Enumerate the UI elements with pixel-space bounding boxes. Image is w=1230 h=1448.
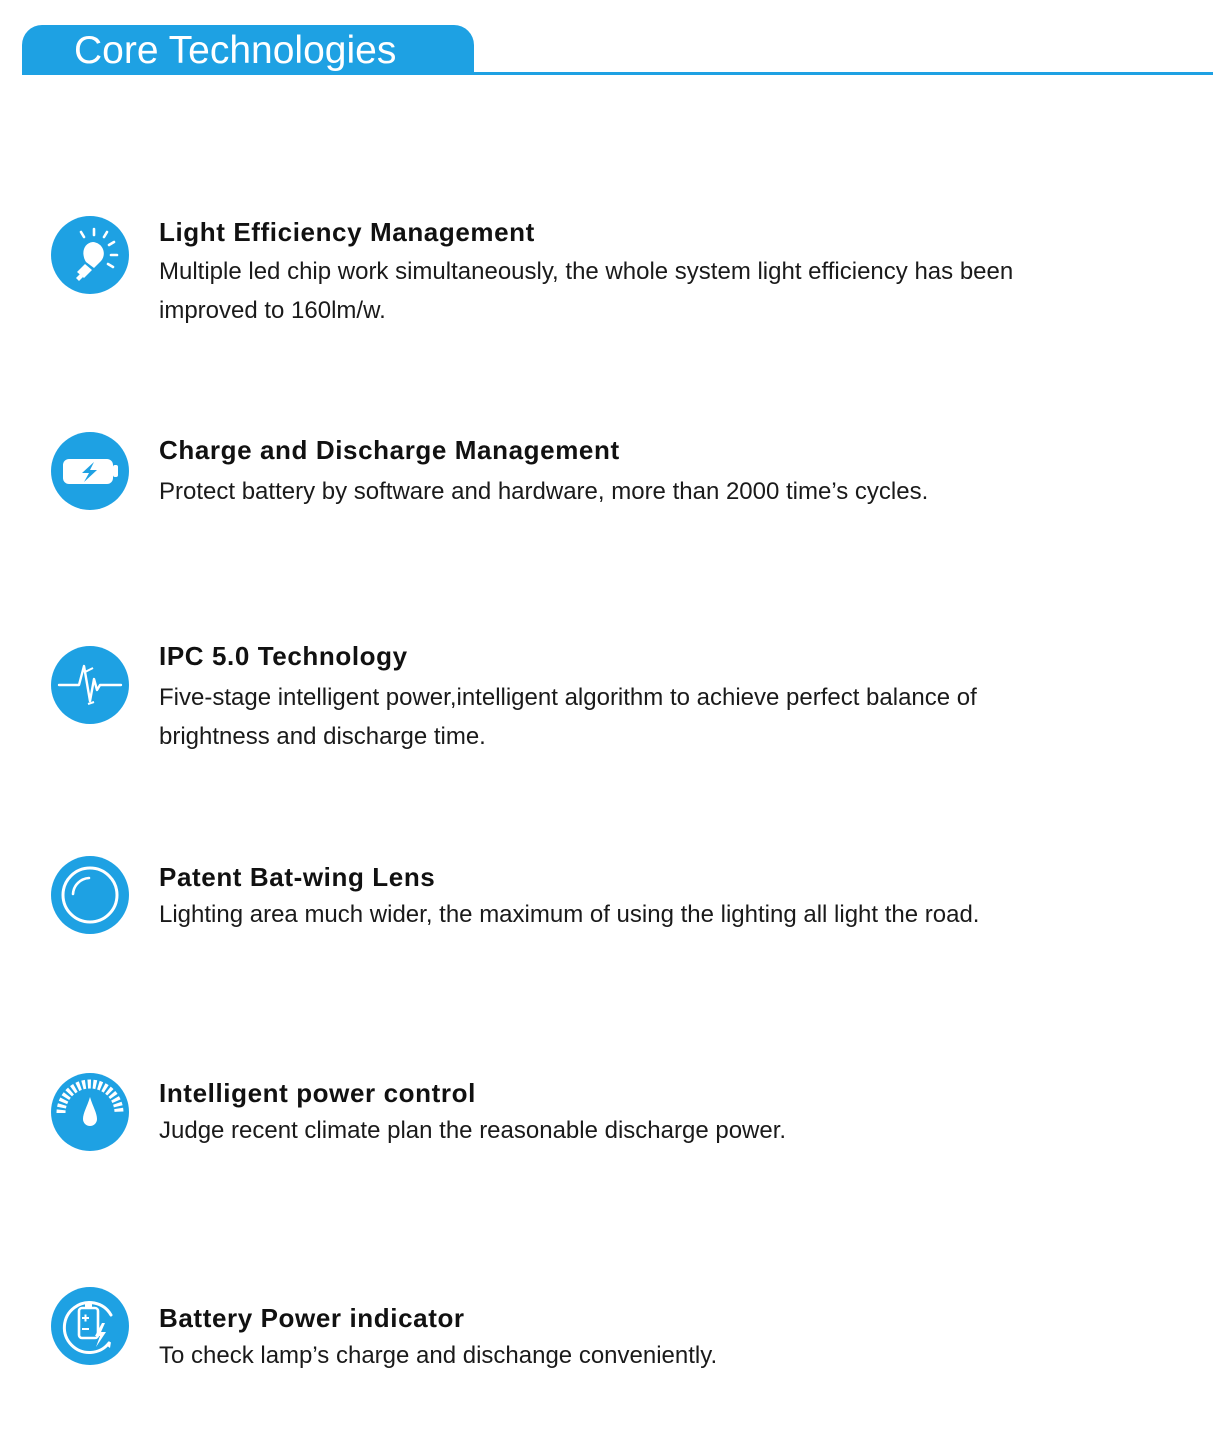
feature-description: Protect battery by software and hardware, more than 2000 time’s cycles.	[159, 478, 929, 505]
feature-description: Five-stage intelligent power,intelligent algorithm to achieve perfect balance of brightness and discharge time.	[159, 684, 977, 750]
feature-title: Patent Bat-wing Lens	[159, 862, 436, 892]
feature-title: Light Efficiency Management	[159, 217, 535, 247]
feature-title: Battery Power indicator	[159, 1303, 465, 1333]
feature-description: Lighting area much wider, the maximum of using the lighting all light the road.	[159, 901, 980, 928]
pulse-signal-icon	[51, 646, 129, 724]
section-header-tab	[22, 25, 474, 75]
section-title: Core Technologies	[74, 29, 397, 72]
feature-description: To check lamp’s charge and dischange conveniently.	[159, 1342, 718, 1369]
feature-title: IPC 5.0 Technology	[159, 641, 408, 671]
light-bulb-icon	[51, 216, 129, 294]
feature-description: Multiple led chip work simultaneously, the whole system light efficiency has been improved to 160lm/w.	[159, 258, 1014, 324]
feature-title: Charge and Discharge Management	[159, 435, 620, 465]
feature-description: Judge recent climate plan the reasonable discharge power.	[159, 1117, 787, 1144]
battery-charge-icon	[51, 432, 129, 510]
header-divider	[22, 72, 1213, 75]
feature-title: Intelligent power control	[159, 1078, 476, 1108]
gauge-icon	[51, 1073, 129, 1151]
lens-icon	[51, 856, 129, 934]
battery-indicator-icon	[51, 1287, 129, 1365]
